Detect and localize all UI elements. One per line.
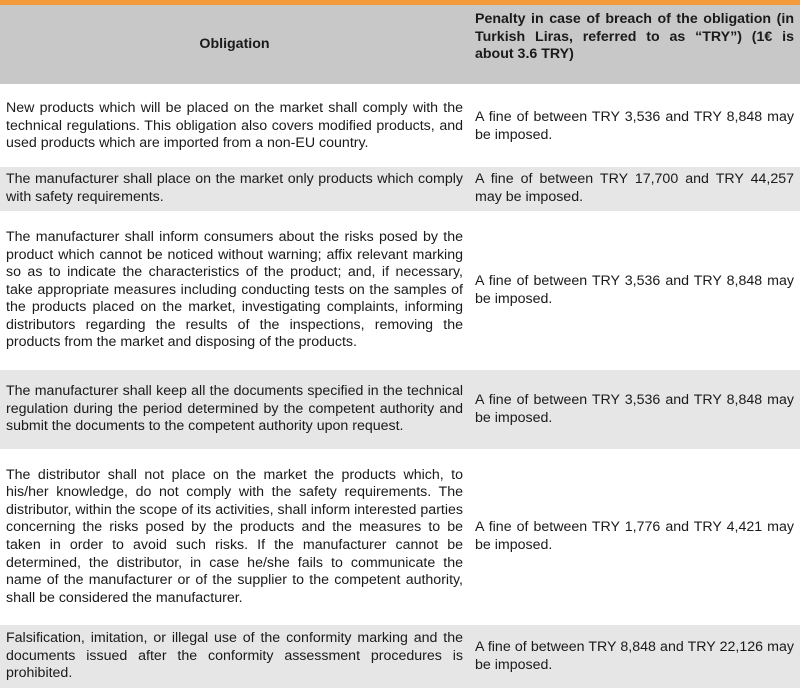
obligation-cell: Falsification, imitation, or illegal use of the conformity marking and the documents issued after the conformity assessment procedures is prohibited.: [0, 625, 469, 689]
penalty-cell: A fine of between TRY 17,700 and TRY 44,257 may be imposed.: [469, 167, 800, 212]
penalty-cell: A fine of between TRY 3,536 and TRY 8,848 may be imposed.: [469, 86, 800, 167]
obligations-table: [0, 5, 800, 689]
penalty-cell: A fine of between TRY 8,848 and TRY 22,126 may be imposed.: [469, 625, 800, 689]
table-row: [0, 450, 800, 625]
obligation-cell: The manufacturer shall place on the market only products which comply with safety requirements.: [0, 167, 469, 212]
obligation-cell: New products which will be placed on the market shall comply with the technical regulations. This obligation also covers modified products, and used products which are imported from a non-EU country.: [0, 86, 469, 167]
penalty-cell: A fine of between TRY 3,536 and TRY 8,848 may be imposed.: [469, 370, 800, 450]
header-penalty: Penalty in case of breach of the obligation (in Turkish Liras, referred to as “TRY”) (1€ is about 3.6 TRY): [469, 5, 800, 86]
penalty-cell: A fine of between TRY 3,536 and TRY 8,848 may be imposed.: [469, 212, 800, 370]
table-row: [0, 167, 800, 212]
table-row: [0, 625, 800, 689]
obligation-cell: The distributor shall not place on the market the products which, to his/her knowledge, do not comply with the safety requirements. The distributor, within the scope of its activities, shall inform interested parties concerning the risks posed by the products and the measures to be taken in order to avoid such risks. If the manufacturer cannot be determined, the distributor, in case he/she fails to communicate the name of the manufacturer or of the supplier to the competent authority, shall be considered the manufacturer.: [0, 450, 469, 625]
penalty-cell: A fine of between TRY 1,776 and TRY 4,421 may be imposed.: [469, 450, 800, 625]
obligation-cell: The manufacturer shall inform consumers about the risks posed by the product which cannot be noticed without warning; affix relevant marking so as to indicate the characteristics of the product; and, if necessary, take appropriate measures including conducting tests on the samples of the products placed on the market, investigating complaints, informing distributors regarding the results of the inspections, removing the products from the market and disposing of the products.: [0, 212, 469, 370]
table-row: [0, 86, 800, 167]
obligation-cell: The manufacturer shall keep all the documents specified in the technical regulation during the period determined by the competent authority and submit the documents to the competent authority upon request.: [0, 370, 469, 450]
table-row: [0, 212, 800, 370]
table-header-row: [0, 5, 800, 86]
header-obligation: Obligation: [0, 5, 469, 86]
table-row: [0, 370, 800, 450]
